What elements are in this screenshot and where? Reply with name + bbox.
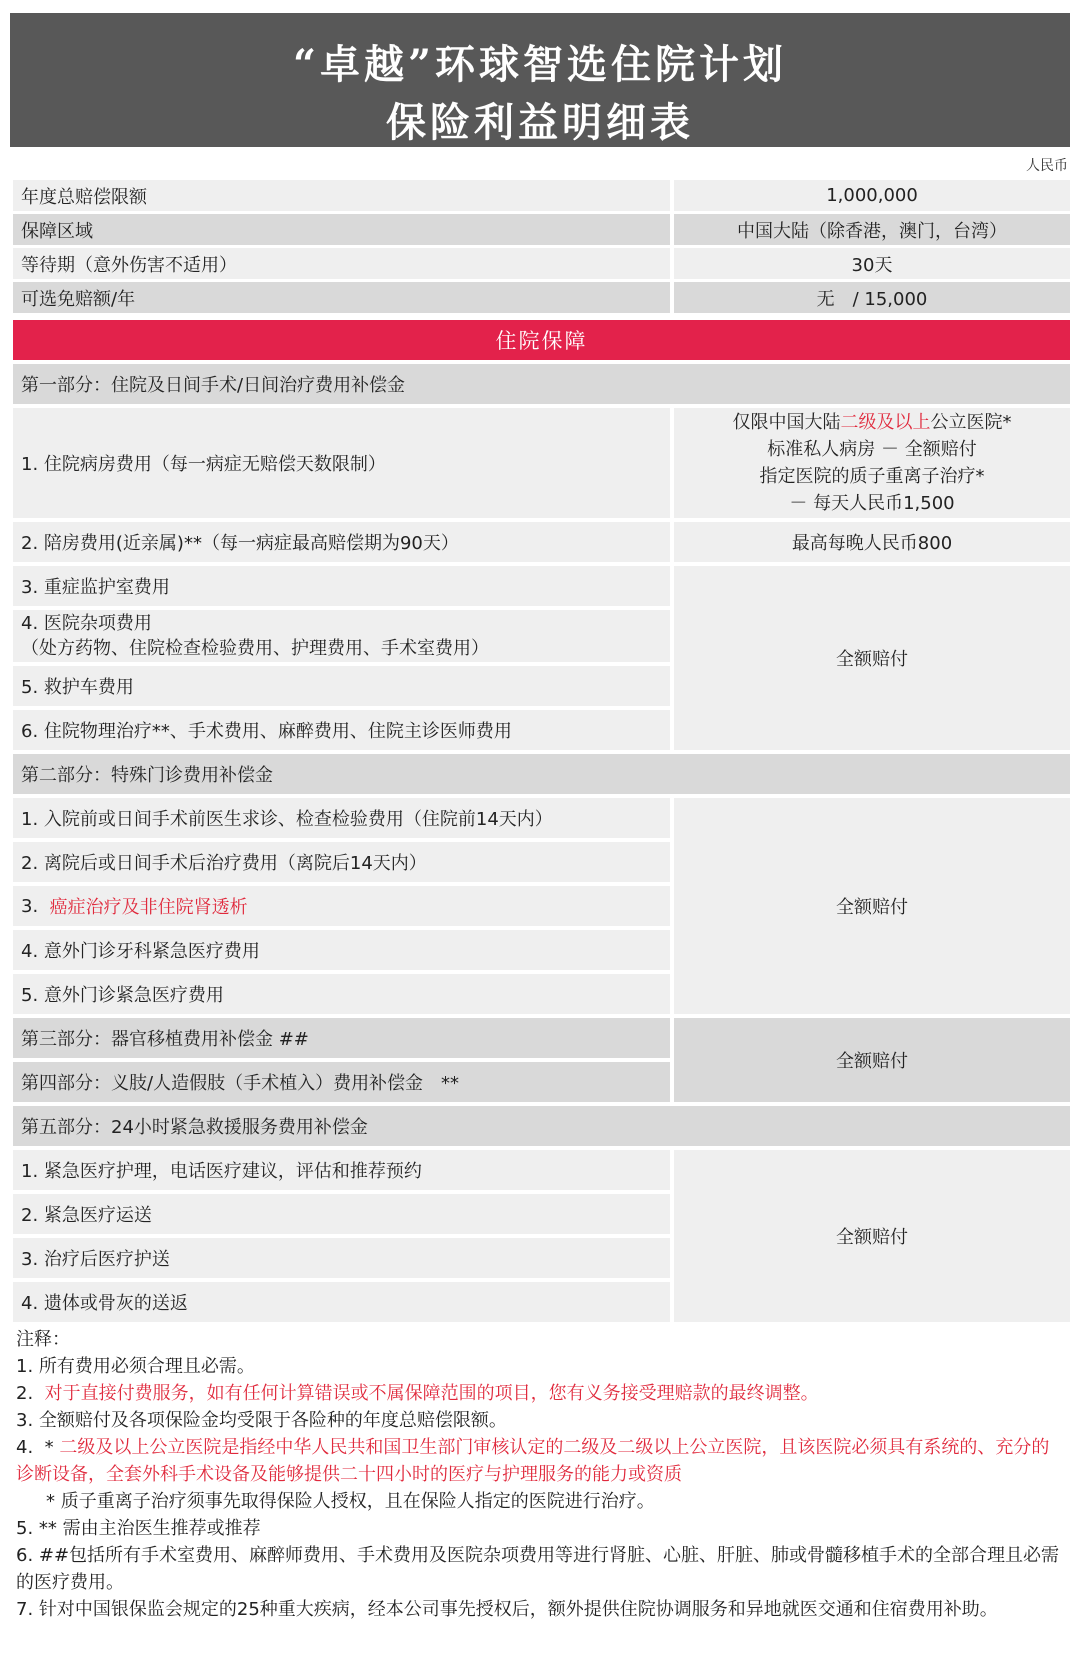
summary-value: 中国大陆（除香港，澳门，台湾） bbox=[674, 214, 1070, 245]
part3-4-value: 全额赔付 bbox=[674, 1018, 1070, 1102]
note-3: 3. 全额赔付及各项保险金均受限于各险种的年度总赔偿限额。 bbox=[16, 1410, 507, 1431]
part3-title: 第三部分：器官移植费用补偿金 ## bbox=[13, 1018, 670, 1058]
note-4b: * 质子重离子治疗须事先取得保险人授权，且在保险人指定的医院进行治疗。 bbox=[46, 1491, 655, 1512]
note-7: 7. 针对中国银保监会规定的25种重大疾病，经本公司事先授权后，额外提供住院协调服务和异地就医交通和住宿费用补助。 bbox=[16, 1599, 998, 1620]
summary-value: 30天 bbox=[674, 248, 1070, 279]
summary-label: 等待期（意外伤害不适用） bbox=[13, 248, 670, 279]
note-5: 5. ** 需由主治医生推荐或推荐 bbox=[16, 1518, 261, 1539]
part1-item1-label: 1. 住院病房费用（每一病症无赔偿天数限制） bbox=[13, 408, 670, 518]
part1-item2-label: 2. 陪房费用(近亲属)**（每一病症最高赔偿期为90天） bbox=[13, 522, 670, 562]
part5-item4: 4. 遗体或骨灰的送返 bbox=[13, 1282, 670, 1322]
section-banner-hospitalization: 住院保障 bbox=[13, 320, 1070, 360]
part1-item2-value: 最高每晚人民币800 bbox=[674, 522, 1070, 562]
note-6: 6. ##包括所有手术室费用、麻醉师费用、手术费用及医院杂项费用等进行肾脏、心脏、肝脏、肺或骨髓移植手术的全部合理且必需的医疗费用。 bbox=[16, 1545, 1060, 1593]
notes-heading: 注释： bbox=[16, 1329, 70, 1350]
value-line-1: 仅限中国大陆二级及以上公立医院* bbox=[732, 412, 1012, 433]
part2-item4: 4. 意外门诊牙科紧急医疗费用 bbox=[13, 930, 670, 970]
part2-title: 第二部分：特殊门诊费用补偿金 bbox=[13, 754, 1070, 794]
part5-title: 第五部分：24小时紧急救援服务费用补偿金 bbox=[13, 1106, 1070, 1146]
part5-item1: 1. 紧急医疗护理，电话医疗建议，评估和推荐预约 bbox=[13, 1150, 670, 1190]
part5-value: 全额赔付 bbox=[674, 1150, 1070, 1322]
part1-item6: 6. 住院物理治疗**、手术费用、麻醉费用、住院主诊医师费用 bbox=[13, 710, 670, 750]
summary-label: 保障区域 bbox=[13, 214, 670, 245]
part1-title: 第一部分：住院及日间手术/日间治疗费用补偿金 bbox=[13, 364, 1070, 404]
value-line-3: 指定医院的质子重离子治疗* bbox=[759, 466, 985, 487]
notes-section bbox=[16, 1326, 1066, 1623]
part1-item1-value bbox=[674, 408, 1070, 518]
part2-item2: 2. 离院后或日间手术后治疗费用（离院后14天内） bbox=[13, 842, 670, 882]
part2-item1: 1. 入院前或日间手术前医生求诊、检查检验费用（住院前14天内） bbox=[13, 798, 670, 838]
part4-title: 第四部分：义肢/人造假肢（手术植入）费用补偿金 ** bbox=[13, 1062, 670, 1102]
value-line-4: － 每天人民币1,500 bbox=[789, 493, 955, 514]
summary-value: 1,000,000 bbox=[674, 180, 1070, 211]
part1-item5: 5. 救护车费用 bbox=[13, 666, 670, 706]
document-title-banner bbox=[10, 13, 1070, 147]
part2-item3: 3. 癌症治疗及非住院肾透析 bbox=[13, 886, 670, 926]
summary-value: 无 / 15,000 bbox=[674, 282, 1070, 313]
summary-label: 可选免赔额/年 bbox=[13, 282, 670, 313]
part2-value: 全额赔付 bbox=[674, 798, 1070, 1014]
value-line-2: 标准私人病房 － 全额赔付 bbox=[767, 439, 977, 460]
part1-item3: 3. 重症监护室费用 bbox=[13, 566, 670, 606]
part1-item4: 4. 医院杂项费用 （处方药物、住院检查检验费用、护理费用、手术室费用） bbox=[13, 610, 670, 662]
title-line-2: 保险利益明细表 bbox=[386, 99, 694, 146]
note-2: 2. 对于直接付费服务，如有任何计算错误或不属保障范围的项目，您有义务接受理赔款的最终调整。 bbox=[16, 1383, 819, 1404]
part1-items-value: 全额赔付 bbox=[674, 566, 1070, 750]
part2-item5: 5. 意外门诊紧急医疗费用 bbox=[13, 974, 670, 1014]
note-4: 4. * 二级及以上公立医院是指经中华人民共和国卫生部门审核认定的二级及二级以上公立医院，且该医院必须具有系统的、充分的诊断设备，全套外科手术设备及能够提供二十四小时的医疗与护理服务的能力或资质 bbox=[16, 1437, 1050, 1485]
part5-item2: 2. 紧急医疗运送 bbox=[13, 1194, 670, 1234]
currency-label: 人民币 bbox=[1026, 158, 1068, 174]
note-1: 1. 所有费用必须合理且必需。 bbox=[16, 1356, 255, 1377]
part5-item3: 3. 治疗后医疗护送 bbox=[13, 1238, 670, 1278]
title-line-1: “卓越”环球智选住院计划 bbox=[292, 41, 787, 88]
summary-label: 年度总赔偿限额 bbox=[13, 180, 670, 211]
